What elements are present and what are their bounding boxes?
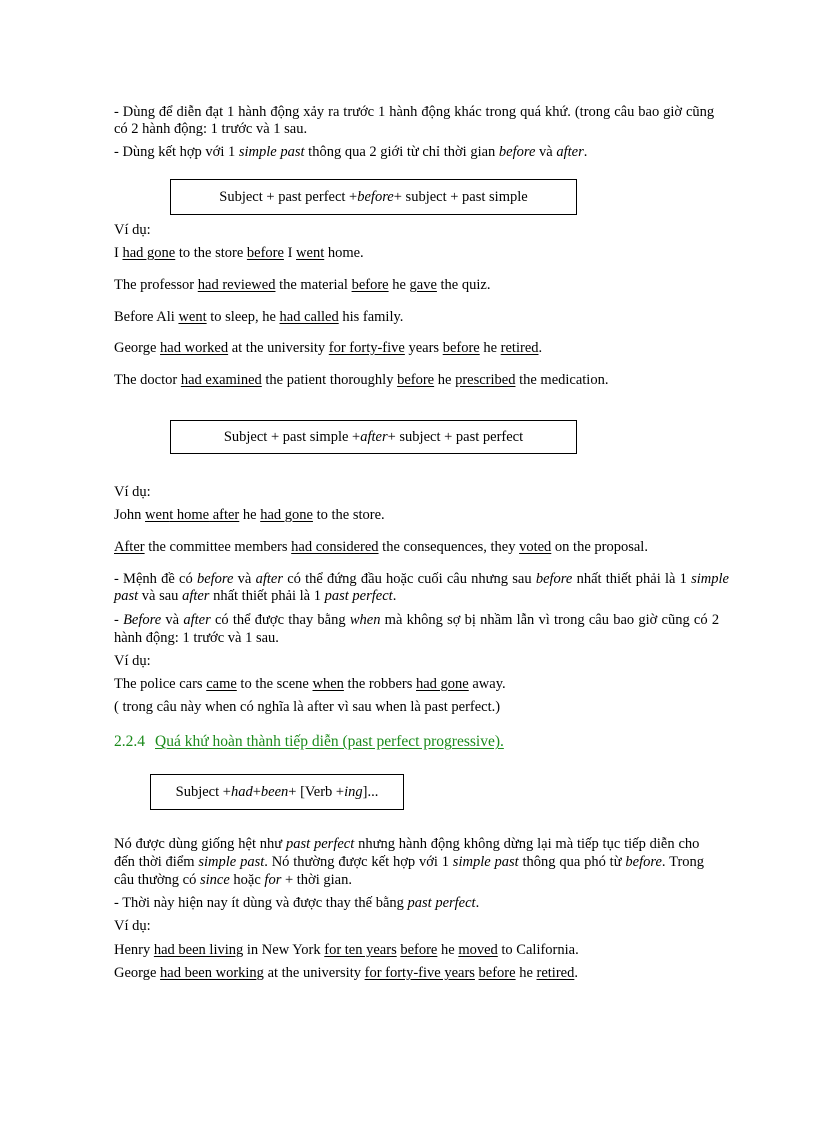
example-label-3: Ví dụ: [114, 653, 151, 669]
section-number: 2.2.4 [114, 733, 145, 750]
example-sentence: After the committee members had considered the consequences, they voted on the proposal. [114, 539, 648, 555]
formula-box-after: Subject + past simple + after + subject + past perfect [170, 420, 577, 454]
note-2-line-2: hành động: 1 trước và 1 sau. [114, 630, 279, 646]
example-sentence: George had been working at the university for forty-five years before he retired. [114, 965, 578, 981]
section-heading [114, 733, 504, 751]
example-sentence: The doctor had examined the patient thoroughly before he prescribed the medication. [114, 372, 609, 388]
remark-line: ( trong câu này when có nghĩa là after vì sau when là past perfect.) [114, 699, 501, 715]
formula-box-progressive: Subject + had + been + [Verb + ing ]... [150, 774, 404, 810]
desc-line-4: - Thời này hiện nay ít dùng và được thay thế bằng past perfect. [114, 895, 480, 911]
example-sentence: I had gone to the store before I went home. [114, 245, 364, 261]
example-sentence: Henry had been living in New York for ten years before he moved to California. [114, 942, 579, 958]
note-1-line-2: past và sau after nhất thiết phải là 1 past perfect. [114, 588, 397, 604]
intro-line-2: có 2 hành động: 1 trước và 1 sau. [114, 121, 308, 137]
example-label-2: Ví dụ: [114, 484, 151, 500]
example-label-4: Ví dụ: [114, 918, 151, 934]
example-sentence: The police cars came to the scene when the robbers had gone away. [114, 676, 506, 692]
note-1-line-1: - Mệnh đề có before và after có thể đứng đầu hoặc cuối câu nhưng sau before nhất thiết phải là 1 simple [114, 571, 729, 587]
example-sentence: John went home after he had gone to the store. [114, 507, 385, 523]
section-title: Quá khứ hoàn thành tiếp diễn (past perfect progressive). [155, 733, 504, 750]
desc-line-3: câu thường có since hoặc for + thời gian. [114, 872, 352, 888]
formula-box-before: Subject + past perfect + before + subject + past simple [170, 179, 577, 215]
desc-line-1: Nó được dùng giống hệt như past perfect nhưng hành động không dừng lại mà tiếp tục tiếp diễn cho [114, 836, 700, 852]
example-sentence: Before Ali went to sleep, he had called his family. [114, 309, 404, 325]
example-sentence: George had worked at the university for forty-five years before he retired. [114, 340, 543, 356]
note-2-line-1: - Before và after có thể được thay bằng when mà không sợ bị nhầm lẫn vì trong câu bao giờ cũng có 2 [114, 612, 720, 628]
intro-line-3: - Dùng kết hợp với 1 simple past thông qua 2 giới từ chỉ thời gian before và after. [114, 144, 588, 160]
example-sentence: The professor had reviewed the material before he gave the quiz. [114, 277, 491, 293]
example-label-1: Ví dụ: [114, 222, 151, 238]
desc-line-2: đến thời điểm simple past. Nó thường được kết hợp với 1 simple past thông qua phó từ before. Trong [114, 854, 705, 870]
intro-line-1: - Dùng để diễn đạt 1 hành động xảy ra trước 1 hành động khác trong quá khứ. (trong câu bao giờ cũng [114, 104, 715, 120]
